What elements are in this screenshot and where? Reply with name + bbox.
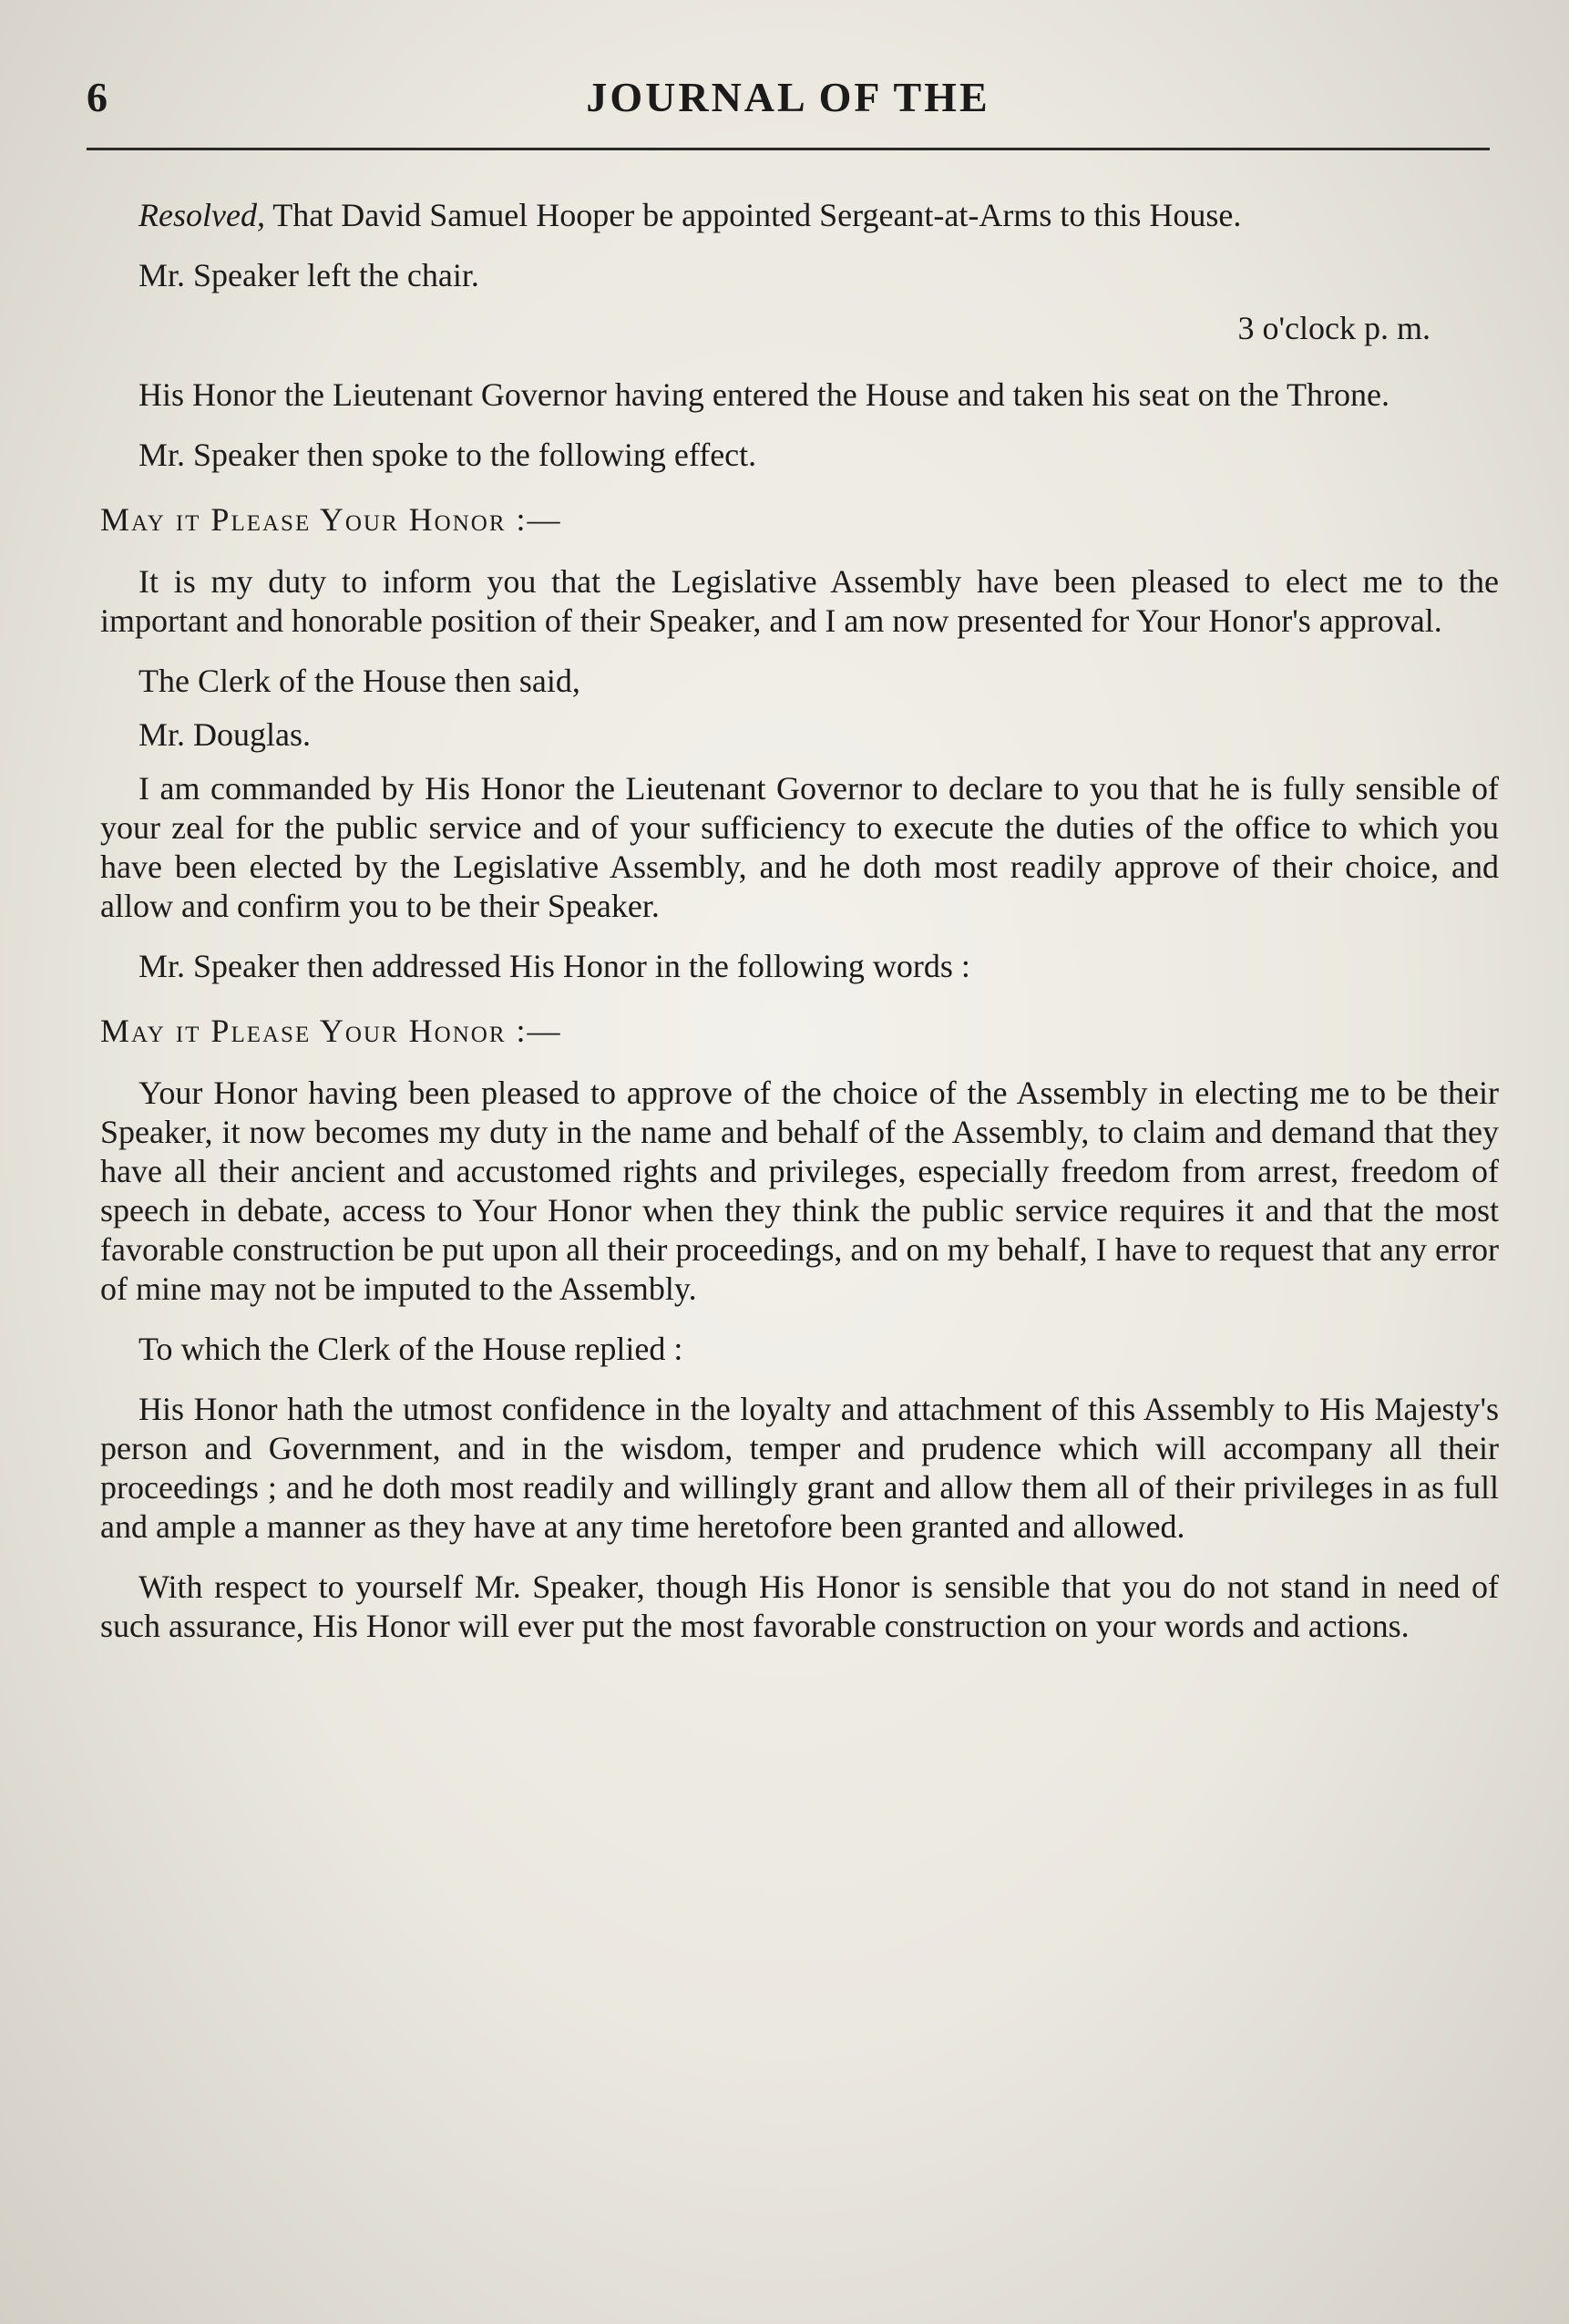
header-rule	[87, 148, 1490, 150]
clerk-replied-line: To which the Clerk of the House replied :	[138, 1331, 683, 1367]
resolution-text: That David Samuel Hooper be appointed Sergeant-at-Arms to this House.	[272, 197, 1242, 233]
session-time: 3 o'clock p. m.	[1237, 310, 1431, 346]
page-header	[87, 64, 1490, 137]
speaker-left-line: Mr. Speaker left the chair.	[138, 257, 479, 293]
speaker-addressed-line: Mr. Speaker then addressed His Honor in the following words :	[138, 948, 970, 984]
address-heading-2: May it Please Your Honor :—	[100, 1013, 562, 1049]
duty-paragraph: It is my duty to inform you that the Legislative Assembly have been pleased to elect me to the important and honorable position of their Speaker, and I am now presented for Your Honor's approval.	[100, 563, 1499, 639]
journal-text	[100, 196, 1499, 1667]
privileges-paragraph: Your Honor having been pleased to approve of the choice of the Assembly in electing me to be their Speaker, it now becomes my duty in the name and behalf of the Assembly, to claim and demand that they have all their ancient and accustomed rights and privileges, especially freedom from arrest, freedom of speech in debate, access to Your Honor when they think the public service requires it and that the most favorable construction be put upon all their proceedings, and on my behalf, I have to request that any error of mine may not be imputed to the Assembly.	[100, 1075, 1499, 1307]
clerk-said-line: The Clerk of the House then said,	[138, 663, 580, 699]
running-head: JOURNAL OF THE	[586, 74, 990, 120]
speaker-spoke-line: Mr. Speaker then spoke to the following effect.	[138, 437, 757, 473]
address-heading-1: May it Please Your Honor :—	[100, 501, 562, 538]
confidence-paragraph: His Honor hath the utmost confidence in the loyalty and attachment of this Assembly to His Majesty's person and Government, and in the wisdom, temper and prudence which will accompany all their proceedings ; and he doth most readily and willingly grant and allow them all of their privileges in as full and ample a manner as they have at any time heretofore been granted and allowed.	[100, 1391, 1499, 1545]
page-number: 6	[87, 74, 108, 120]
mr-douglas-line: Mr. Douglas.	[138, 716, 311, 753]
resolved-label: Resolved,	[138, 197, 265, 233]
commanded-paragraph: I am commanded by His Honor the Lieutenant Governor to declare to you that he is fully sensible of your zeal for the public service and of your sufficiency to execute the duties of the office to which you have been elected by the Legislative Assembly, and he doth most readily approve of their choice, and allow and confirm you to be their Speaker.	[100, 770, 1499, 924]
resolution-paragraph	[100, 196, 1499, 235]
respect-paragraph: With respect to yourself Mr. Speaker, though His Honor is sensible that you do not stand in need of such assurance, His Honor will ever put the most favorable construction on your words and actions.	[100, 1568, 1499, 1644]
governor-entered-paragraph: His Honor the Lieutenant Governor having entered the House and taken his seat on the Throne.	[138, 376, 1390, 413]
